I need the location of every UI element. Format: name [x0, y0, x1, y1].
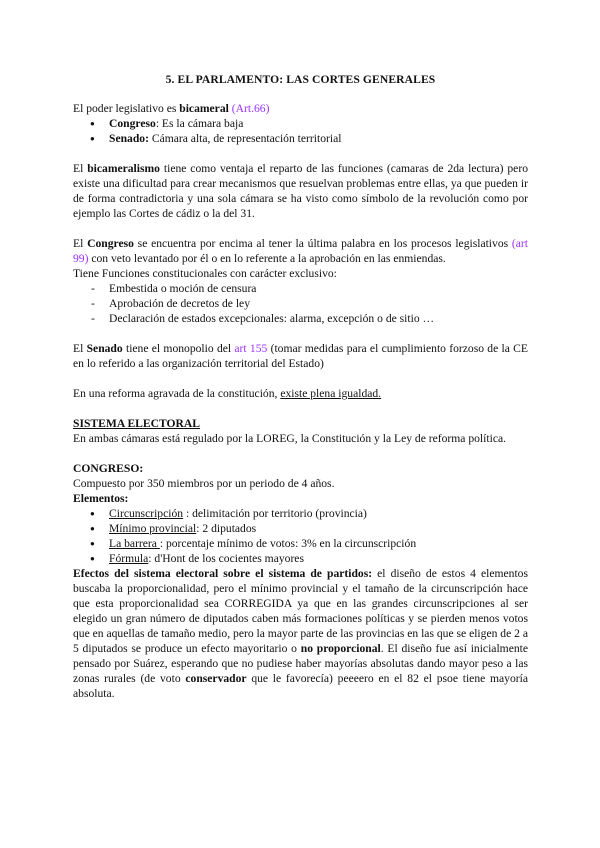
list-text: : delimitación por territorio (provincia) [183, 507, 367, 520]
sistema-paragraph: En ambas cámaras está regulado por la LOREG, la Constitución y la Ley de reforma política. [73, 432, 507, 445]
section-heading: SISTEMA ELECTORAL [73, 417, 201, 430]
list-item [73, 506, 528, 521]
list-item: - Embestida o moción de censura [73, 281, 528, 296]
bold-term: Senado [86, 342, 123, 355]
text: . El diseño fue así inicialmente pensado por Suárez, esperando que no pudiese haber mayorías absolutas dando mayor peso a las zonas rurales (de voto [73, 642, 528, 685]
bold-term: bicameralismo [87, 162, 160, 175]
funciones-list [73, 281, 528, 326]
bold-term: no proporcional [300, 642, 381, 655]
list-term: La barrera [109, 537, 160, 550]
underlined-text: existe plena igualdad. [280, 387, 382, 400]
article-reference: (Art.66) [231, 102, 270, 115]
intro-text: El poder legislativo es [73, 102, 180, 115]
bicameralismo-paragraph [73, 161, 528, 221]
list-term: Circunscripción [109, 507, 184, 520]
text: que le favorecía) peeeero en el 82 el psoe tiene mayoría absoluta. [73, 672, 529, 700]
text: El [73, 237, 88, 250]
elementos-list [73, 506, 528, 566]
list-item [73, 131, 528, 146]
composicion-text: Compuesto por 350 miembros por un periodo de 4 años. [73, 477, 335, 490]
text: El [73, 162, 88, 175]
list-text: Cámara alta, de representación territorial [148, 132, 342, 145]
text: se encuentra por encima al tener la última palabra en los procesos legislativos [133, 237, 512, 250]
section-heading: CONGRESO: [73, 462, 144, 475]
text: con veto levantado por él o en lo referente a la aprobación en las enmiendas. [88, 252, 446, 265]
bold-term: Congreso [87, 237, 134, 250]
article-reference: (art 99) [73, 237, 529, 265]
bold-label: Elementos: [73, 492, 129, 505]
elementos-label [73, 491, 528, 506]
congreso-heading [73, 461, 528, 476]
list-item [73, 116, 528, 131]
bold-term: Efectos del sistema electoral sobre el sistema de partidos: [73, 567, 373, 580]
intro-bold: bicameral [179, 102, 229, 115]
list-item [73, 521, 528, 536]
sistema-heading [73, 416, 528, 431]
list-item: - Declaración de estados excepcionales: alarma, excepción o de sitio … [73, 311, 528, 326]
intro-paragraph [73, 101, 528, 116]
list-item [73, 551, 528, 566]
list-term: Congreso [109, 117, 156, 130]
chamber-list [73, 116, 528, 146]
list-term: Fórmula [109, 552, 149, 565]
congreso-paragraph [73, 236, 528, 266]
funciones-label: Tiene Funciones constitucionales con carácter exclusivo: [73, 267, 337, 280]
text: En una reforma agravada de la constitución, [73, 387, 281, 400]
reforma-paragraph [73, 386, 528, 401]
list-term: Mínimo provincial [109, 522, 197, 535]
text: (tomar medidas para el cumplimiento forzoso de la CE en lo referido a las organización territorial del Estado) [73, 342, 528, 370]
list-text: : porcentaje mínimo de votos: 3% en la circunscripción [159, 537, 417, 550]
article-reference: art 155 [234, 342, 268, 355]
text: tiene el monopolio del [122, 342, 235, 355]
page-title: 5. EL PARLAMENTO: LAS CORTES GENERALES [165, 73, 436, 86]
senado-paragraph [73, 341, 528, 371]
list-text: : Es la cámara baja [155, 117, 244, 130]
text: el diseño de estos 4 elementos buscaba la proporcionalidad, pero el mínimo provincial y el tamaño de la circunscripción hace que esta proporcionalidad sea CORREGIDA ya que en las grandes circunscripciones al ser elegido un gran número de diputados caben más formaciones políticas y se pierden menos votos que en aquellas de tamaño medio, pero la mayor parte de las provincias en las que se eligen de 2 a 5 diputados se produce un efecto mayoritario o [73, 567, 528, 655]
efectos-paragraph [73, 566, 528, 701]
list-item [73, 536, 528, 551]
list-text: : 2 diputados [196, 522, 257, 535]
bold-term: conservador [185, 672, 247, 685]
list-text: : d'Hont de los cocientes mayores [148, 552, 304, 565]
document-body [73, 72, 528, 701]
text: tiene como ventaja el reparto de las funciones (camaras de 2da lectura) pero existe una dificultad para crear mecanismos que resuelvan problemas entre ellas, ya que pueden ir de forma contradictoria y una sola cámara se ha visto como símbolo de la revolución como por ejemplo las Cortes de cádiz o la del 31. [73, 162, 528, 220]
list-term: Senado: [109, 132, 149, 145]
list-item: - Aprobación de decretos de ley [73, 296, 528, 311]
text: El [73, 342, 87, 355]
